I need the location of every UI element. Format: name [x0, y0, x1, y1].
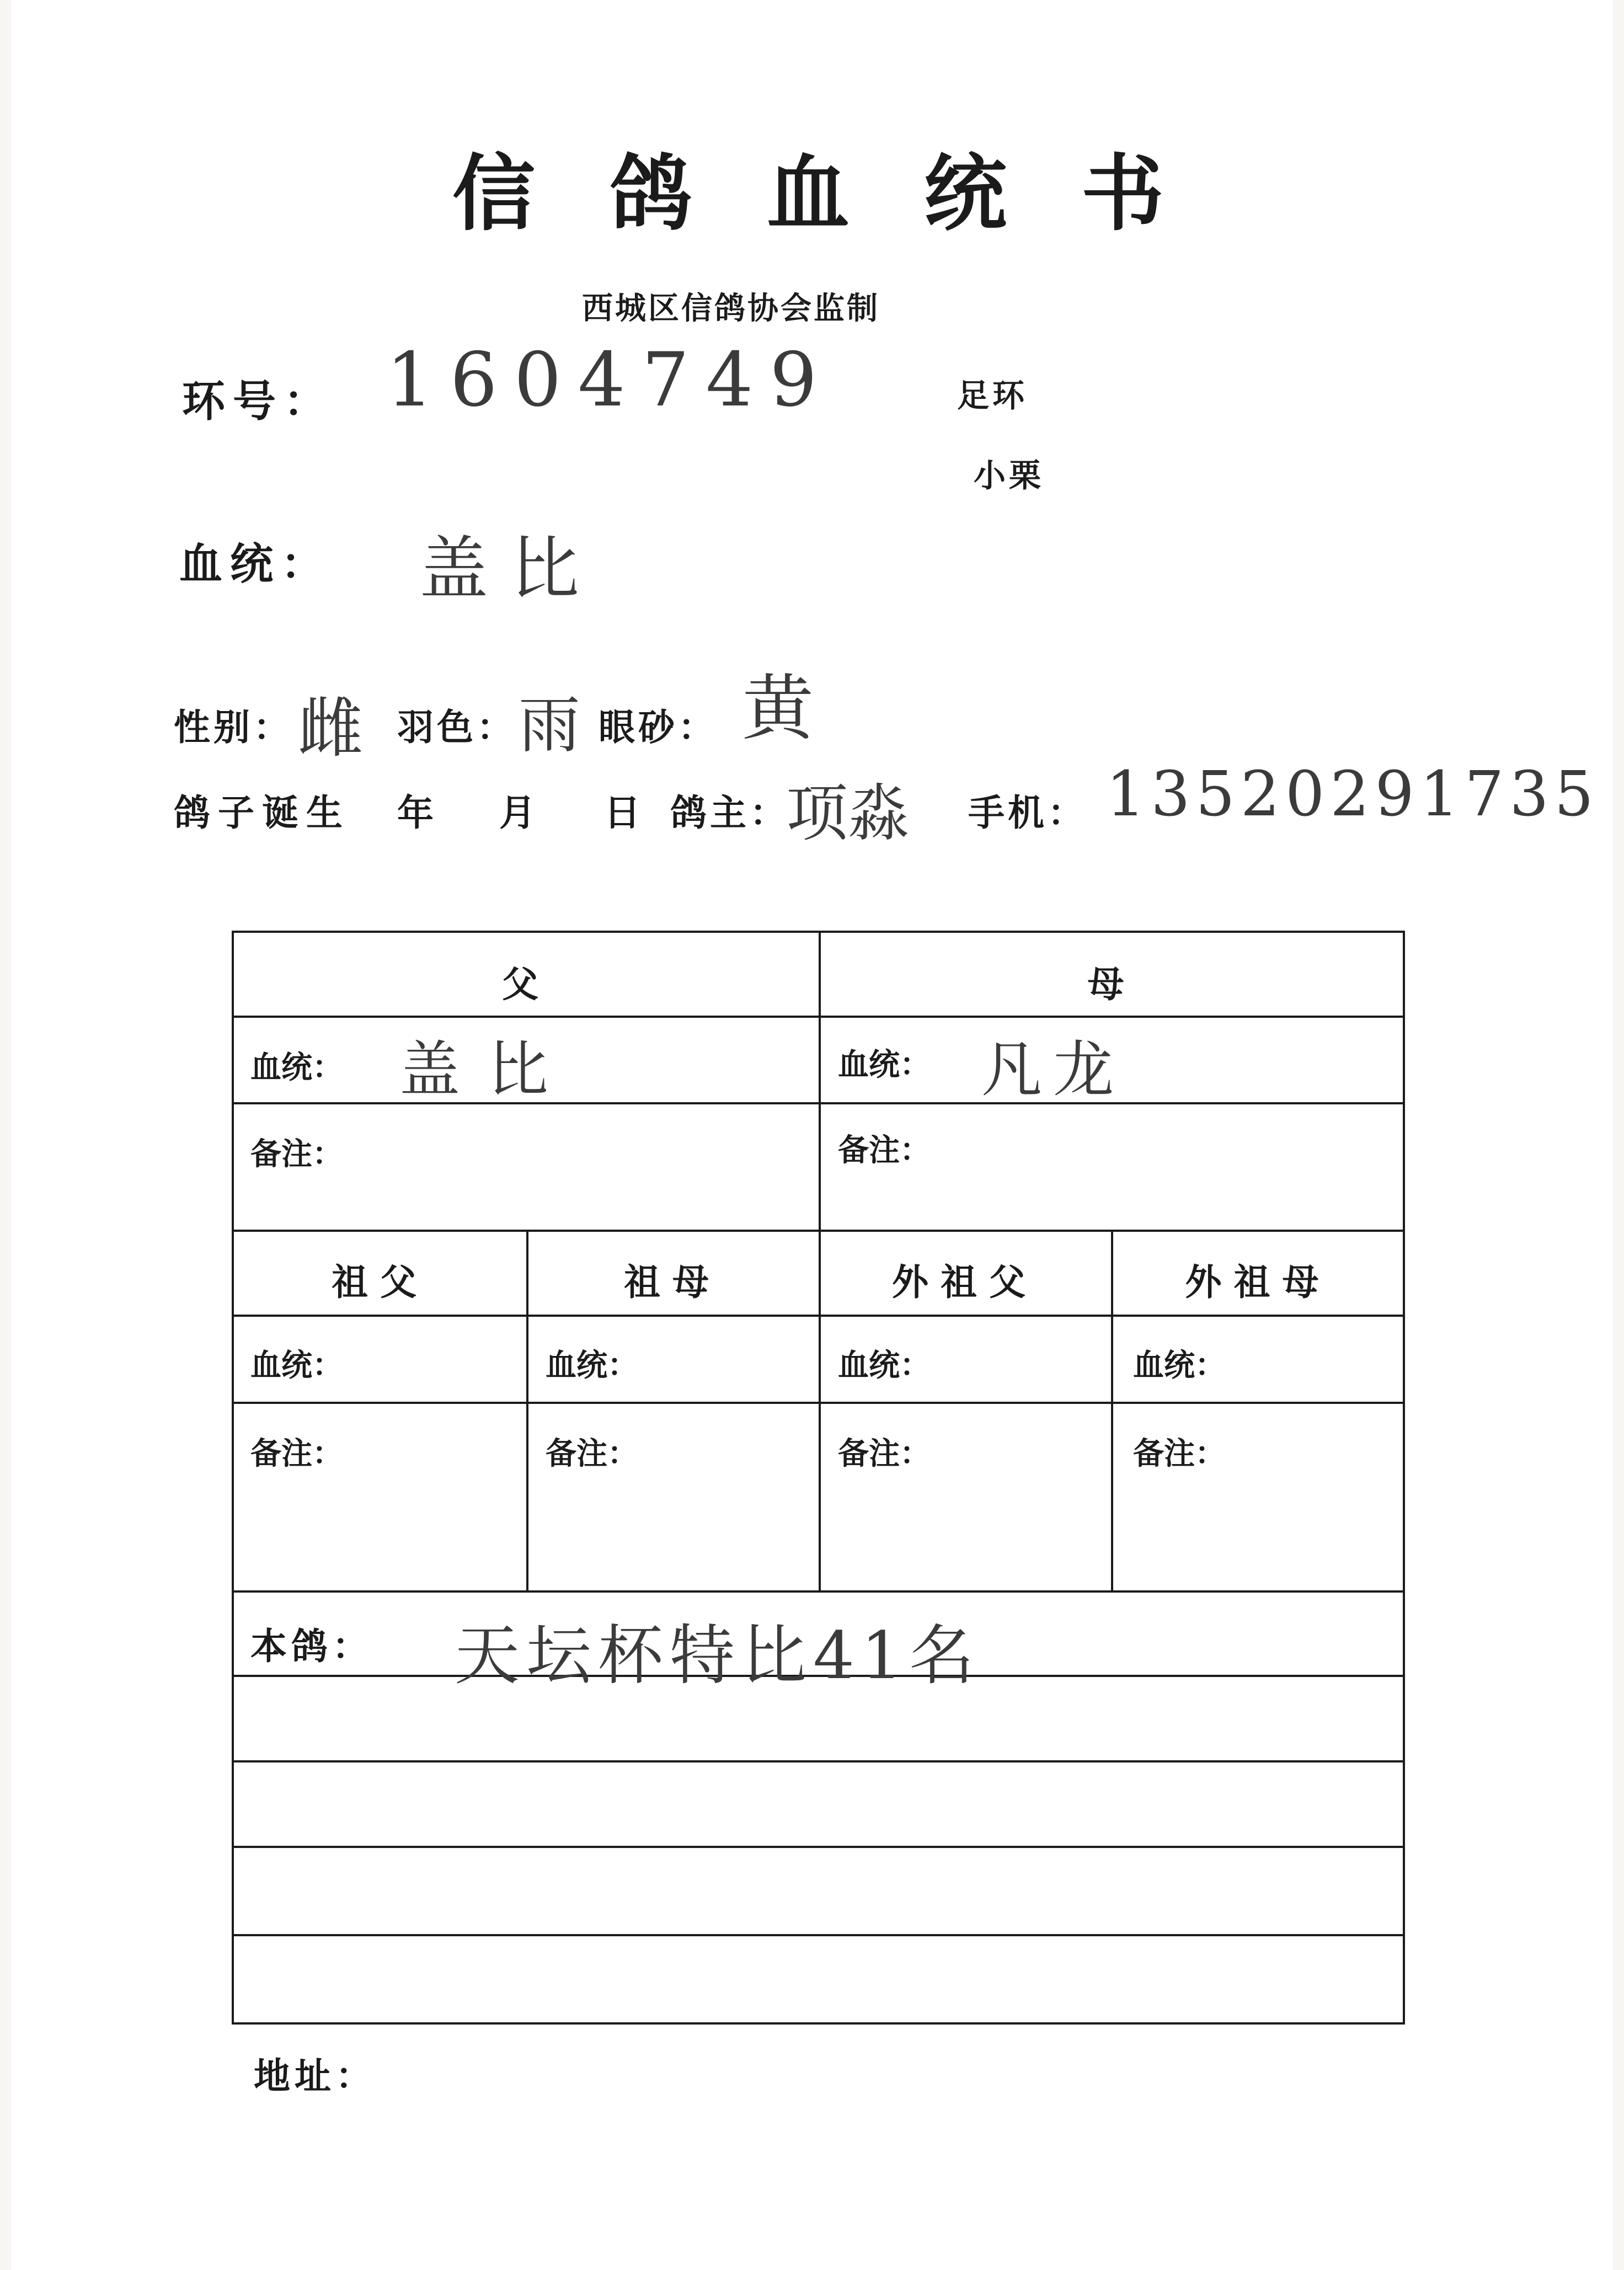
eye-sand-label: 眼砂： [599, 706, 718, 749]
maternal-grandmother-bloodline-label: 血统： [1133, 1348, 1226, 1384]
birth-day-label: 日 [604, 792, 640, 834]
birth-year-label: 年 [397, 792, 434, 834]
bloodline-label: 血统： [179, 540, 332, 589]
father-header: 父 [502, 963, 551, 1006]
grandmother-note-label: 备注： [546, 1436, 638, 1472]
bloodline-value: 盖比 [419, 529, 601, 609]
table-rule [234, 1846, 1403, 1848]
phone-value: 13520291735 [1106, 759, 1599, 830]
father-bloodline-value: 盖比 [399, 1034, 576, 1105]
ring-number-value: 1604749 [386, 337, 834, 423]
father-bloodline-label: 血统： [250, 1050, 343, 1086]
maternal-grandfather-header: 外祖父 [892, 1261, 1038, 1304]
maternal-grandmother-header: 外祖母 [1185, 1261, 1331, 1304]
sex-value: 雌 [298, 690, 364, 766]
phone-label: 手机： [968, 792, 1087, 834]
feather-color-value: 雨 [519, 690, 580, 761]
pedigree-certificate [11, 0, 1613, 2270]
birth-label: 鸽子诞生 [174, 792, 350, 834]
maternal-grandfather-note-label: 备注： [838, 1436, 931, 1472]
maternal-grandmother-note-label: 备注： [1133, 1436, 1226, 1472]
birth-month-label: 月 [499, 792, 536, 834]
table-rule [234, 1934, 1403, 1936]
mother-bloodline-value: 凡龙 [981, 1034, 1125, 1105]
pedigree-table [232, 931, 1405, 2025]
document-title: 信鸽血统书 [452, 146, 1239, 242]
document-subtitle: 西城区信鸽协会监制 [582, 291, 880, 327]
owner-label: 鸽主： [670, 792, 789, 834]
grandfather-note-label: 备注： [250, 1436, 343, 1472]
self-label: 本鸽： [250, 1625, 373, 1668]
self-value: 天坛杯特比41名 [455, 1617, 981, 1694]
table-rule [234, 1760, 1403, 1762]
eye-sand-value: 黄 [742, 666, 814, 750]
xiaoli-label: 小栗 [974, 457, 1045, 494]
ring-number-label: 环号： [182, 377, 335, 426]
grandfather-bloodline-label: 血统： [250, 1348, 343, 1384]
grandfather-header: 祖父 [332, 1261, 429, 1304]
owner-value: 项淼 [786, 778, 910, 850]
table-rule [234, 1590, 1403, 1593]
address-label: 地址： [254, 2055, 376, 2097]
foot-ring-label: 足环 [957, 377, 1028, 414]
maternal-grandfather-bloodline-label: 血统： [838, 1348, 931, 1384]
feather-color-label: 羽色： [397, 706, 516, 749]
sex-label: 性别： [174, 706, 293, 749]
mother-note-label: 备注： [838, 1133, 931, 1168]
father-note-label: 备注： [250, 1136, 343, 1172]
grandmother-bloodline-label: 血统： [546, 1348, 638, 1384]
grandmother-header: 祖母 [624, 1261, 721, 1304]
mother-header: 母 [1087, 963, 1136, 1006]
mother-bloodline-label: 血统： [838, 1047, 931, 1083]
